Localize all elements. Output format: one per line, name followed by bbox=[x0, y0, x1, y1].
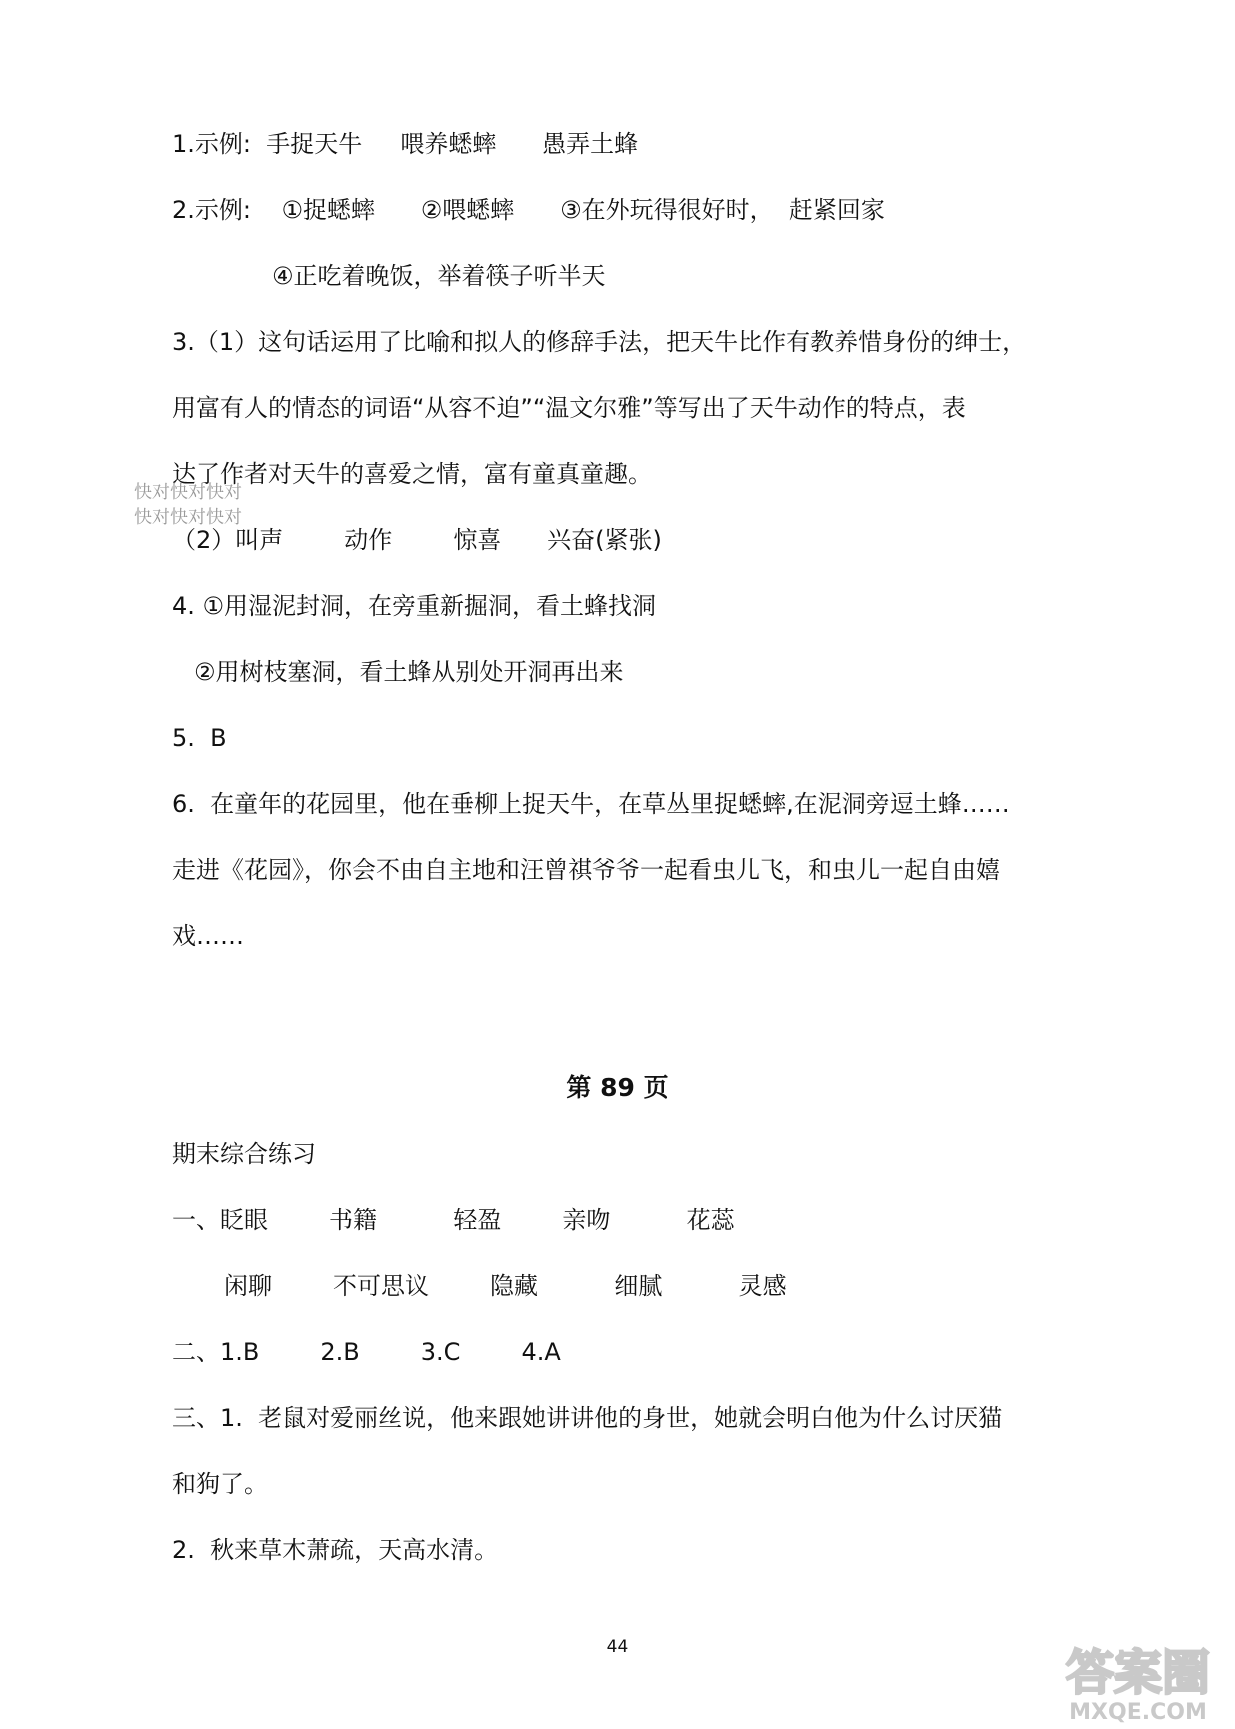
section-title: 期末综合练习 bbox=[172, 1140, 316, 1168]
answer-line-3-cont-1: 用富有人的情态的词语“从容不迫”“温文尔雅”等写出了天牛动作的特点，表 bbox=[172, 394, 966, 422]
section-answer-2: 二、1.B 2.B 3.C 4.A bbox=[172, 1338, 561, 1366]
answer-line-2-cont: ④正吃着晚饭，举着筷子听半天 bbox=[272, 262, 606, 290]
logo-sub-text: MXQE.COM bbox=[1069, 1700, 1207, 1725]
logo-main-text: 答案圈 bbox=[1065, 1645, 1211, 1701]
watermark-line-1: 快对快对快对 bbox=[134, 482, 242, 503]
answer-line-4-cont: ②用树枝塞洞，看土蜂从别处开洞再出来 bbox=[194, 658, 624, 686]
section-answer-3: 三、1. 老鼠对爱丽丝说，他来跟她讲讲他的身世，她就会明白他为什么讨厌猫 bbox=[172, 1404, 1003, 1432]
page-number: 44 bbox=[606, 1637, 629, 1657]
answer-line-6-cont-2: 戏…… bbox=[172, 922, 244, 950]
section-answer-3-2: 2. 秋来草木萧疏，天高水清。 bbox=[172, 1536, 499, 1564]
answer-line-6-cont-1: 走进《花园》，你会不由自主地和汪曾祺爷爷一起看虫儿飞，和虫儿一起自由嬉 bbox=[172, 856, 1000, 884]
site-logo bbox=[1049, 1635, 1227, 1725]
answer-line-6: 6. 在童年的花园里，他在垂柳上捉天牛，在草丛里捉蟋蟀,在泥洞旁逗土蜂…… bbox=[172, 790, 1010, 818]
watermark-line-2: 快对快对快对 bbox=[134, 507, 242, 528]
answer-line-2: 2.示例: ①捉蟋蟀 ②喂蟋蟀 ③在外玩得很好时， 赶紧回家 bbox=[172, 196, 885, 224]
answer-line-3-part-2: （2）叫声 动作 惊喜 兴奋(紧张) bbox=[172, 526, 662, 554]
answer-line-3: 3.（1）这句话运用了比喻和拟人的修辞手法，把天牛比作有教养惜身份的绅士， bbox=[172, 328, 1027, 356]
answer-line-4: 4. ①用湿泥封洞，在旁重新掘洞，看土蜂找洞 bbox=[172, 592, 657, 620]
section-answer-1-cont: 闲聊 不可思议 隐藏 细腻 灵感 bbox=[224, 1272, 787, 1300]
section-answer-1: 一、眨眼 书籍 轻盈 亲吻 花蕊 bbox=[172, 1206, 735, 1234]
answer-line-1: 1.示例: 手捉天牛 喂养蟋蟀 愚弄土蜂 bbox=[172, 130, 639, 158]
section-answer-3-cont: 和狗了。 bbox=[172, 1470, 268, 1498]
answer-line-5: 5. B bbox=[172, 724, 227, 752]
answer-line-3-cont-2: 达了作者对天牛的喜爱之情，富有童真童趣。 bbox=[172, 460, 652, 488]
section-heading: 第 89 页 bbox=[566, 1073, 669, 1102]
